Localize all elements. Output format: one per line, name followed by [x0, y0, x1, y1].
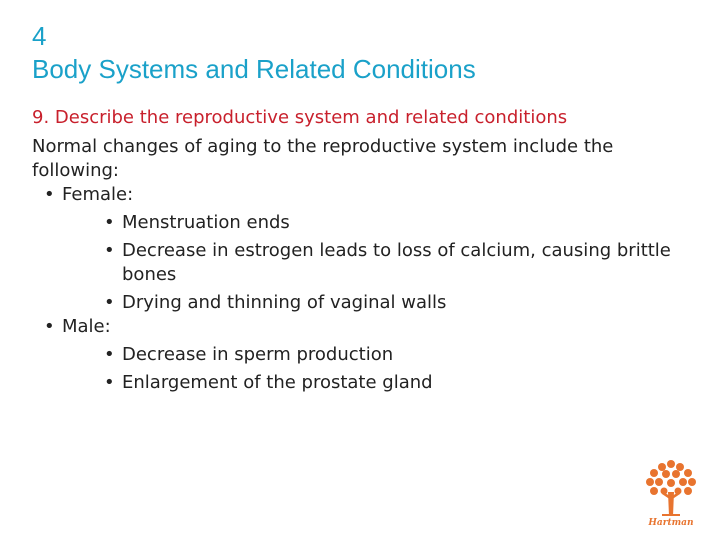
list-item: • Enlargement of the prostate gland: [92, 371, 692, 395]
list-item: • Decrease in estrogen leads to loss of calcium, causing brittle bones: [92, 239, 692, 287]
slide-title: Body Systems and Related Conditions: [32, 54, 476, 84]
heart-tree-icon: [640, 456, 702, 518]
slide-body: [32, 135, 692, 395]
list-item: • Drying and thinning of vaginal walls: [92, 291, 692, 315]
logo-text: Hartman: [648, 518, 694, 528]
group-list: [32, 183, 692, 395]
list-item: • Decrease in sperm production: [92, 343, 692, 367]
group-female: [32, 183, 692, 315]
slide-number: 4: [32, 21, 47, 51]
group-male: [32, 315, 692, 395]
list-item: • Menstruation ends: [92, 211, 692, 235]
hartman-logo: [640, 456, 702, 534]
intro-text: Normal changes of aging to the reproductive system include the following:: [32, 136, 614, 181]
female-item-list: [92, 211, 692, 315]
male-item-list: [92, 343, 692, 395]
group-label: Male:: [62, 316, 111, 337]
group-label: Female:: [62, 184, 134, 205]
slide-title-block: [32, 20, 476, 86]
slide-subtitle: 9. Describe the reproductive system and related conditions: [32, 107, 568, 128]
